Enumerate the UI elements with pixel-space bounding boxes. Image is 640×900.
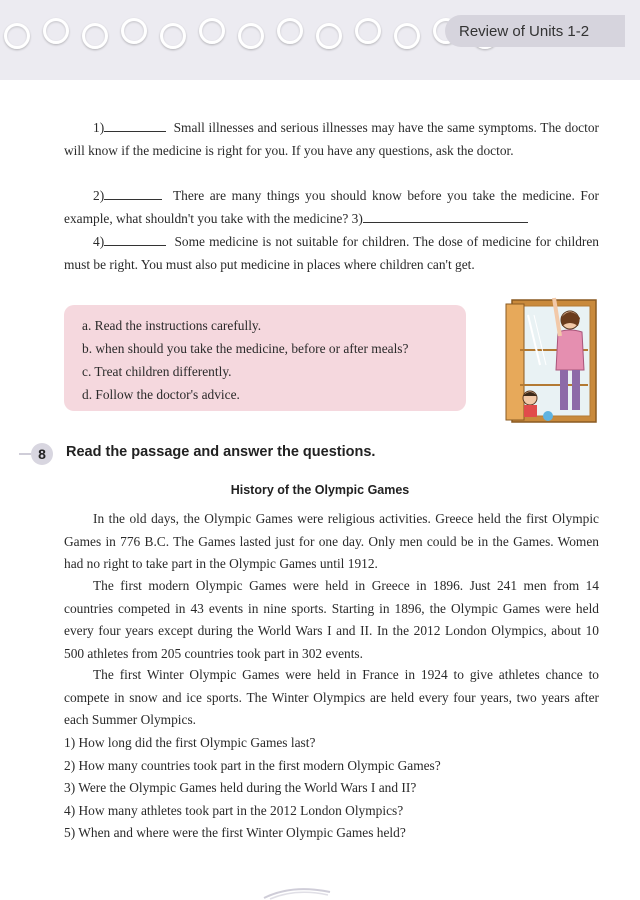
binder-ring-icon	[4, 23, 30, 49]
binder-ring-icon	[316, 23, 342, 49]
binder-ring-icon	[238, 23, 264, 49]
options-box	[64, 305, 466, 411]
section-number: 8	[31, 443, 53, 465]
passage-paragraph-3: The first Winter Olympic Games were held in France in 1924 to give athletes chance to compete in snow and ice sports. The Winter Olympics are held every four years, two years after each Summer Olympics.	[64, 667, 599, 727]
binder-ring-icon	[82, 23, 108, 49]
paragraph-1	[64, 117, 599, 162]
answer-blank-4[interactable]	[104, 233, 166, 246]
binder-ring-icon	[394, 23, 420, 49]
answer-blank-3[interactable]	[363, 210, 528, 223]
unit-label: Review of Units 1-2	[445, 15, 625, 47]
paragraph-4-text: Some medicine is not suitable for children. The dose of medicine for children must be right. You must also put medicine in places where children can't get.	[64, 234, 599, 272]
blank-number-1: 1)	[93, 120, 105, 135]
paragraph-2-text: There are many things you should know before you take the medicine. For example, what shouldn't you take with the medicine?	[64, 188, 599, 226]
blank-number-2: 2)	[93, 188, 105, 203]
binder-rings	[4, 18, 498, 54]
question-2: 2) How many countries took part in the first modern Olympic Games?	[64, 757, 441, 773]
question-5: 5) When and where were the first Winter Olympic Games held?	[64, 825, 406, 840]
medicine-cabinet-illustration	[498, 290, 610, 430]
binder-ring-icon	[43, 18, 69, 44]
option-d: d. Follow the doctor's advice.	[82, 387, 240, 402]
question-3: 3) Were the Olympic Games held during the World Wars I and II?	[64, 780, 417, 795]
binder-ring-icon	[277, 18, 303, 44]
blank-number-4: 4)	[93, 234, 105, 249]
question-1: 1) How long did the first Olympic Games last?	[64, 735, 316, 750]
blank-number-3: 3)	[351, 210, 363, 226]
paragraph-1-text: Small illnesses and serious illnesses may have the same symptoms. The doctor will know if the medicine is right for you. If you have any questions, ask the doctor.	[64, 120, 599, 158]
answer-blank-1[interactable]	[104, 119, 166, 132]
answer-blank-2[interactable]	[104, 187, 162, 200]
binder-ring-icon	[355, 18, 381, 44]
option-b: b. when should you take the medicine, before or after meals?	[82, 341, 409, 356]
passage-paragraph-2: The first modern Olympic Games were held in Greece in 1896. Just 241 men from 14 countries competed in 43 events in nine sports. Starting in 1896, the Olympic Games were held every four years except during the World Wars I and II. In the 2012 London Olympics, about 10 500 athletes from 205 countries took part in 302 events.	[64, 578, 599, 661]
binder-ring-icon	[160, 23, 186, 49]
section-instruction: Read the passage and answer the questions.	[66, 444, 376, 460]
paragraph-4	[64, 231, 599, 276]
questions-list	[64, 732, 604, 845]
binder-ring-icon	[121, 18, 147, 44]
question-4: 4) How many athletes took part in the 2012 London Olympics?	[64, 802, 404, 818]
passage-title: History of the Olympic Games	[230, 483, 410, 497]
paragraph-2	[64, 185, 599, 230]
option-a: a. Read the instructions carefully.	[82, 318, 262, 333]
footer-swoosh-icon	[262, 882, 332, 900]
page-header	[0, 0, 640, 80]
option-c: c. Treat children differently.	[82, 364, 232, 379]
passage-paragraph-1: In the old days, the Olympic Games were religious activities. Greece held the first Olympic Games in 776 B.C. The Games lasted just for one day. Only men could be in the Games. Women had no right to take part in the Olympic Games until 1912.	[64, 511, 599, 571]
binder-ring-icon	[199, 18, 225, 44]
